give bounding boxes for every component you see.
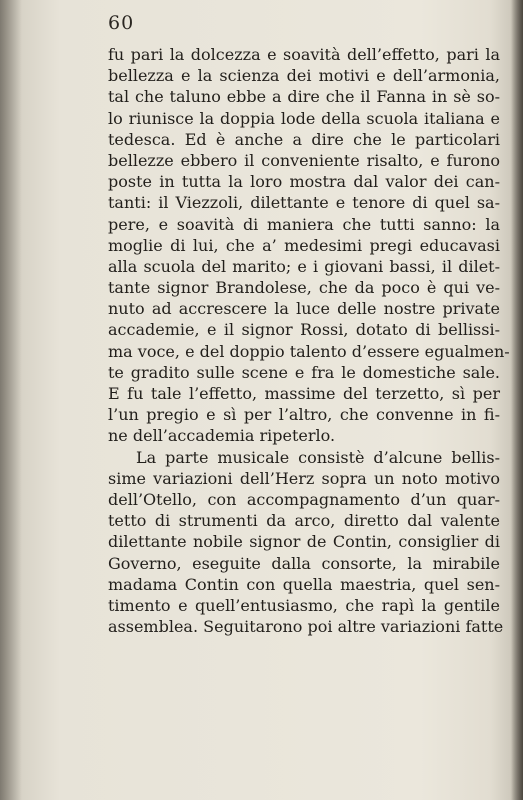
text-line: dell’Otello, con accompagnamento d’un quar- [108,489,500,509]
text-line: E fu tale l’effetto, massime del terzetto, sì per [108,384,500,403]
text-line: pere, e soavità di maniera che tutti sanno: la [108,214,500,234]
text-line: lo riunisce la doppia lode della scuola italiana e [108,108,500,128]
text-line: l’un pregio e sì per l’altro, che convenne in fi- [108,405,500,425]
text-line: La parte musicale consistè d’alcune bellis- [136,447,500,467]
text-line: accademie, e il signor Rossi, dotato di bellissi- [108,320,500,340]
text-line: sime variazioni dell’Herz sopra un noto motivo [108,468,500,488]
text-line: bellezze ebbero il conveniente risalto, e furono [108,150,500,170]
text-line: alla scuola del marito; e i giovani bassi, il dilet- [108,256,500,276]
text-line: ma voce, e del doppio talento d’essere egualmen- [108,341,510,361]
binding-shadow [0,0,22,800]
text-line: assemblea. Seguitarono poi altre variazioni fatte [108,617,504,637]
text-line: Governo, eseguite dalla consorte, la mirabile [108,553,500,573]
text-line: tal che taluno ebbe a dire che il Fanna in sè so- [108,87,500,107]
body-text [108,44,510,637]
text-line: madama Contin con quella maestria, quel sen- [108,574,500,594]
text-line: tanti: il Viezzoli, dilettante e tenore di quel sa- [108,193,500,213]
text-line: bellezza e la scienza dei motivi e dell’armonia, [108,66,500,86]
text-line: timento e quell’entusiasmo, che rapì la gentile [108,595,500,615]
text-line: poste in tutta la loro mostra dal valor dei can- [108,172,500,192]
text-line: te gradito sulle scene e fra le domestiche sale. [108,362,500,382]
text-line: tante signor Brandolese, che da poco è qui ve- [108,278,500,298]
text-line: nuto ad accrescere la luce delle nostre private [108,299,500,319]
text-line: tetto di strumenti da arco, diretto dal valente [108,511,500,531]
text-line: dilettante nobile signor de Contin, consiglier di [108,532,500,552]
text-line: fu pari la dolcezza e soavità dell’effetto, pari la [108,45,500,64]
page-edge-shadow [511,0,523,800]
text-line: tedesca. Ed è anche a dire che le particolari [108,129,500,149]
text-line: ne dell’accademia ripeterlo. [108,426,336,446]
page-number: 60 [108,12,135,34]
text-line: moglie di lui, che a’ medesimi pregi educavasi [108,235,500,255]
